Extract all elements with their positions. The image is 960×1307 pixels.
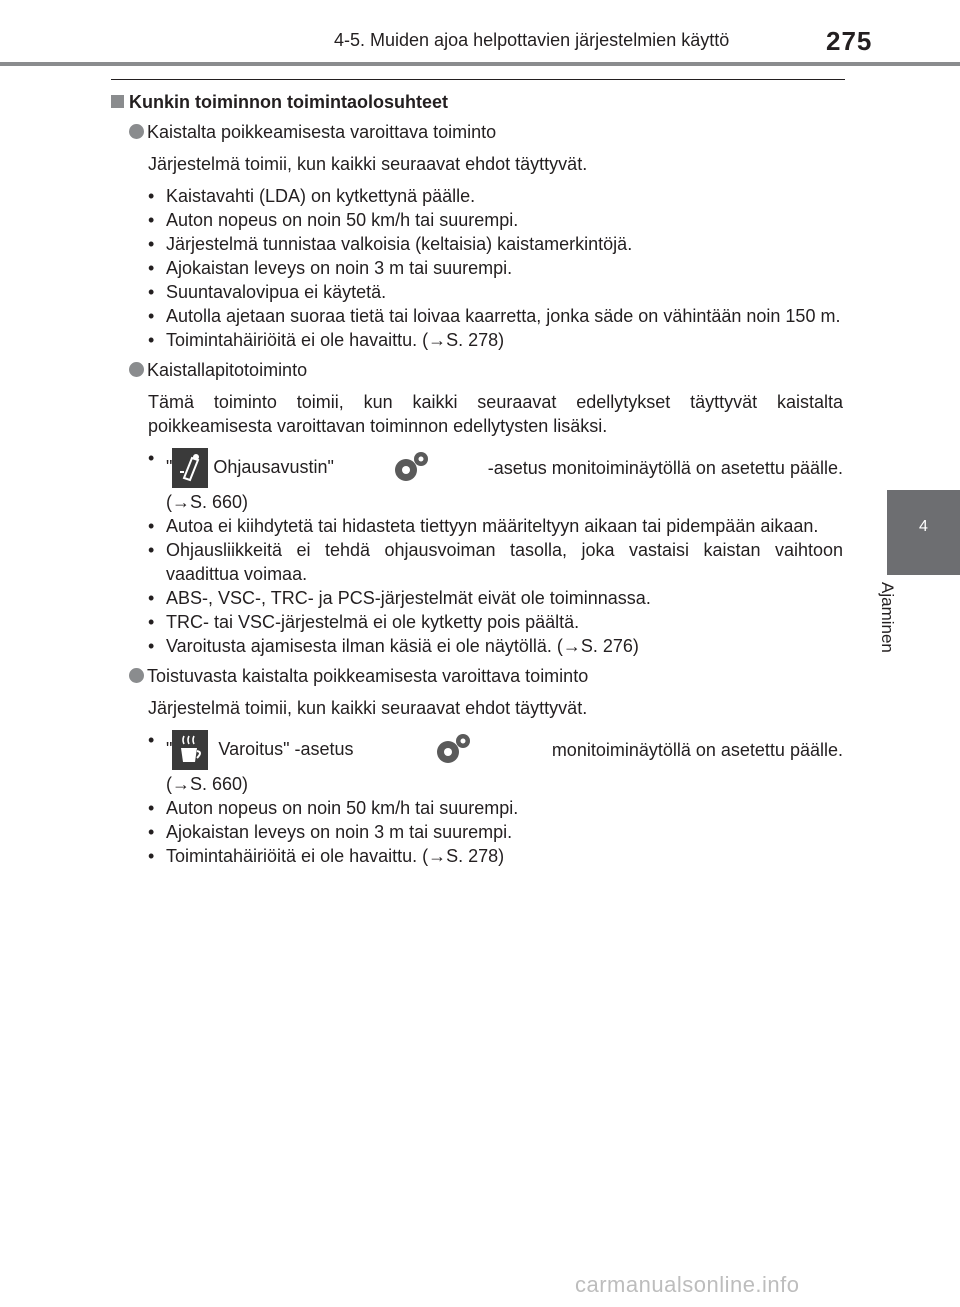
list-item: • TRC- tai VSC-järjestelmä ei ole kytketty pois päältä. bbox=[148, 610, 843, 634]
list-item: • Auton nopeus on noin 50 km/h tai suurempi. bbox=[148, 796, 843, 820]
list-item: • Suuntavalovipua ei käytetä. bbox=[148, 280, 843, 304]
section-heading-text: Kunkin toiminnon toimintaolosuhteet bbox=[129, 92, 448, 112]
chapter-tab-label bbox=[878, 582, 921, 702]
subsection-1-list bbox=[148, 184, 843, 352]
settings-gear-icon bbox=[434, 732, 472, 768]
settings-gear-icon bbox=[392, 450, 430, 486]
list-item: • Autoa ei kiihdytetä tai hidasteta tiettyyn määriteltyyn aikaan tai pidempään aikaan. bbox=[148, 514, 843, 538]
list-item: • Varoitusta ajamisesta ilman käsiä ei ole näytöllä. (→S. 276) bbox=[148, 634, 843, 658]
subsection-3-intro: Järjestelmä toimii, kun kaikki seuraavat ehdot täyttyvät. bbox=[148, 698, 588, 718]
section-divider bbox=[111, 79, 845, 80]
chapter-tab-label-text: Ajaminen bbox=[878, 582, 897, 653]
footer-watermark: carmanualsonline.info bbox=[575, 1272, 800, 1297]
list-item: • Auton nopeus on noin 50 km/h tai suurempi. bbox=[148, 208, 843, 232]
subsection-2-intro: Tämä toiminto toimii, kun kaikki seuraavat edellytykset täyttyvät kaistalta poikkeamisesta varoittavan toiminnon edellytysten lisäksi. bbox=[148, 392, 843, 436]
list-item: • Ohjausliikkeitä ei tehdä ohjausvoiman tasolla, joka vastaisi kaistan vaihtoon vaadittua voimaa. bbox=[148, 538, 843, 586]
list-item: • Toimintahäiriöitä ei ole havaittu. (→S. 278) bbox=[148, 328, 843, 352]
circle-bullet-icon bbox=[129, 668, 144, 683]
square-bullet-icon bbox=[111, 95, 124, 108]
subsection-3-list bbox=[148, 728, 843, 868]
circle-bullet-icon bbox=[129, 124, 144, 139]
chapter-tab-number: 4 bbox=[919, 518, 928, 535]
list-item: • Järjestelmä tunnistaa valkoisia (keltaisia) kaistamerkintöjä. bbox=[148, 232, 843, 256]
coffee-cup-icon bbox=[172, 730, 208, 770]
list-item: • ABS-, VSC-, TRC- ja PCS-järjestelmät eivät ole toiminnassa. bbox=[148, 586, 843, 610]
list-item-with-icons: • " Varoitus" -asetus monitoiminäytöllä on asetettu päälle. (→S. 660) bbox=[148, 728, 843, 796]
subsection-1-intro: Järjestelmä toimii, kun kaikki seuraavat ehdot täyttyvät. bbox=[148, 154, 588, 174]
section-heading bbox=[111, 90, 843, 114]
circle-bullet-icon bbox=[129, 362, 144, 377]
subsection-2-title: Kaistallapitotoiminto bbox=[111, 358, 843, 382]
subsection-1-title: Kaistalta poikkeamisesta varoittava toiminto bbox=[111, 120, 843, 144]
list-item: • Autolla ajetaan suoraa tietä tai loivaa kaarretta, jonka säde on vähintään noin 150 m. bbox=[148, 304, 843, 328]
list-item-with-icons: • " Ohjausavustin" -asetus monitoiminäytöllä on asetettu päälle. (→S. 660) bbox=[148, 446, 843, 514]
list-item: • Ajokaistan leveys on noin 3 m tai suurempi. bbox=[148, 820, 843, 844]
list-item: • Ajokaistan leveys on noin 3 m tai suurempi. bbox=[148, 256, 843, 280]
page-number: 275 bbox=[826, 26, 873, 56]
main-content bbox=[111, 90, 843, 874]
subsection-2-list bbox=[148, 446, 843, 658]
subsection-3-title: Toistuvasta kaistalta poikkeamisesta varoittava toiminto bbox=[111, 664, 843, 688]
header-divider bbox=[0, 62, 960, 66]
list-item: • Toimintahäiriöitä ei ole havaittu. (→S. 278) bbox=[148, 844, 843, 868]
steering-assist-icon bbox=[172, 448, 208, 488]
header-title: 4-5. Muiden ajoa helpottavien järjestelmien käyttö bbox=[334, 30, 730, 50]
list-item: • Kaistavahti (LDA) on kytkettynä päälle. bbox=[148, 184, 843, 208]
